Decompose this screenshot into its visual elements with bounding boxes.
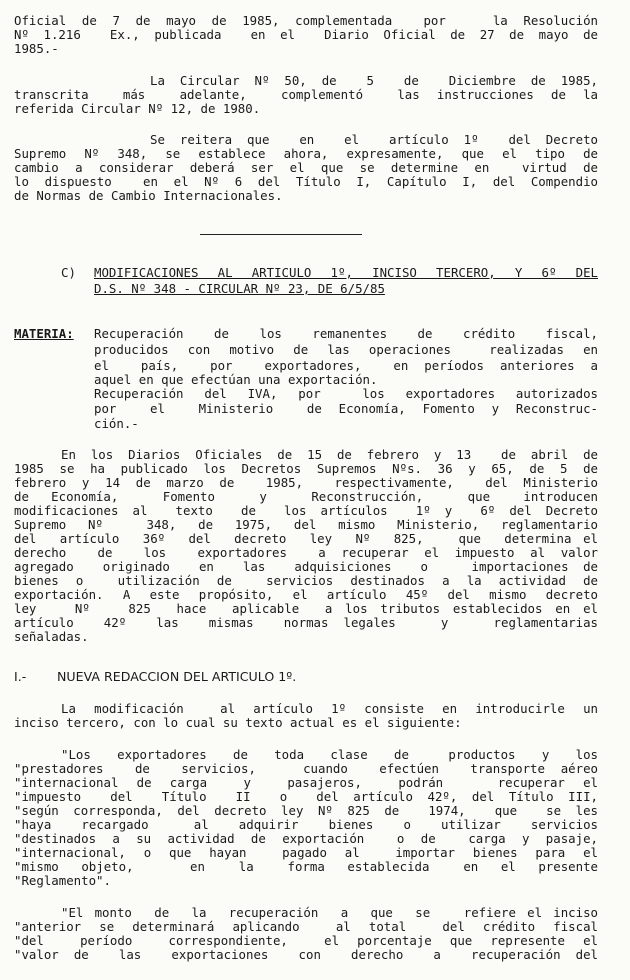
text-line: lo dispuesto en el Nº 6 del Título I, Capítulo I, del Compendio xyxy=(14,174,598,189)
text-line: señaladas. xyxy=(14,629,89,644)
section-label: C) xyxy=(61,265,76,280)
quote-line: "prestadores de servicios, cuando efectúen transporte aéreo xyxy=(14,761,598,776)
text-line: 1985.- xyxy=(14,41,59,56)
text-line: del artículo 36º del decreto ley Nº 825, que determina el xyxy=(14,531,598,546)
quote-line: "internacional de carga y pasajeros, podrán recuperar el xyxy=(14,775,598,790)
text-line: La modificación al artículo 1º consiste en introducirle un xyxy=(61,701,598,716)
quote-line: "destinados a su actividad de exportación o de carga y pasaje, xyxy=(14,831,598,846)
materia-line: producidos con motivo de las operaciones realizadas en xyxy=(94,342,598,357)
separator-rule xyxy=(200,234,362,235)
text-line: referida Circular Nº 12, de 1980. xyxy=(14,101,261,116)
text-line: exportación. A este propósito, el artículo 45º del mismo decreto xyxy=(14,587,598,602)
quote-line: "Reglamento". xyxy=(14,873,111,888)
section-title-line: D.S. Nº 348 - CIRCULAR Nº 23, DE 6/5/85 xyxy=(94,281,385,296)
quote-line: "impuesto del Título II o del artículo 42º, del Título III, xyxy=(14,789,598,804)
quote-line: "anterior se determinará aplicando al total del crédito fiscal xyxy=(14,919,598,934)
materia-line: Recuperación del IVA, por los exportadores autorizados xyxy=(94,386,598,401)
text-line: 1985 se ha publicado los Decretos Supremos Nºs. 36 y 65, de 5 de xyxy=(14,461,598,476)
text-line: febrero y 14 de marzo de 1985, respectivamente, del Ministerio xyxy=(14,475,598,490)
text-line: modificaciones al texto de los artículos 1º y 6º del Decreto xyxy=(14,503,598,518)
quote-line: "El monto de la recuperación a que se refiere el inciso xyxy=(61,905,598,920)
text-line: transcrita más adelante, complementó las instrucciones de la xyxy=(14,87,598,102)
materia-line: Recuperación de los remanentes de crédito fiscal, xyxy=(94,326,598,341)
materia-label: MATERIA: xyxy=(14,326,74,341)
section-title-line: MODIFICACIONES AL ARTICULO 1º, INCISO TERCERO, Y 6º DEL xyxy=(94,265,598,280)
text-line: Supremo Nº 348, se establece ahora, expresamente, que el tipo de xyxy=(14,146,598,161)
text-line: de Economía, Fomento y Reconstrucción, que introducen xyxy=(14,489,598,504)
text-line: agregado originado en las adquisiciones o importaciones de xyxy=(14,559,598,574)
text-line: La Circular Nº 50, de 5 de Diciembre de 1985, xyxy=(150,73,598,88)
quote-line: "del período correspondiente, el porcentaje que represente el xyxy=(14,933,598,948)
text-line: ley Nº 825 hace aplicable a los tributos establecidos en el xyxy=(14,601,598,616)
section-label: I.- xyxy=(14,669,27,684)
text-line: Se reitera que en el artículo 1º del Decreto xyxy=(150,132,598,147)
text-line: cambio a considerar deberá ser el que se determine en virtud de xyxy=(14,160,598,175)
quote-line: "según corresponda, del decreto ley Nº 825 de 1974, que se les xyxy=(14,803,598,818)
materia-line: el país, por exportadores, en períodos anteriores a xyxy=(94,358,598,373)
materia-line: aquel en que efectúan una exportación. xyxy=(94,372,378,387)
text-line: artículo 42º las mismas normas legales y reglamentarias xyxy=(14,615,598,630)
quote-line: "internacional, o que hayan pagado al importar bienes para el xyxy=(14,845,598,860)
text-line: derecho de los exportadores a recuperar el impuesto al valor xyxy=(14,545,598,560)
quote-line: "mismo objeto, en la forma establecida en el presente xyxy=(14,859,598,874)
text-line: bienes o utilización de servicios destinados a la actividad de xyxy=(14,573,598,588)
text-line: de Normas de Cambio Internacionales. xyxy=(14,188,283,203)
text-line: Oficial de 7 de mayo de 1985, complementada por la Resolución xyxy=(14,13,598,28)
text-line: inciso tercero, con lo cual su texto actual es el siguiente: xyxy=(14,715,462,730)
quote-line: "valor de las exportaciones con derecho a recuperación del xyxy=(14,947,598,962)
text-line: En los Diarios Oficiales de 15 de febrero y 13 de abril de xyxy=(61,447,598,462)
materia-line: por el Ministerio de Economía, Fomento y Reconstruc- xyxy=(94,401,598,416)
section-title: NUEVA REDACCION DEL ARTICULO 1º. xyxy=(57,669,297,684)
text-line: Nº 1.216 Ex., publicada en el Diario Oficial de 27 de mayo de xyxy=(14,27,598,42)
quote-line: "Los exportadores de toda clase de productos y los xyxy=(61,747,598,762)
materia-line: ción.- xyxy=(94,416,139,431)
quote-line: "haya recargado al adquirir bienes o utilizar servicios xyxy=(14,817,598,832)
text-line: Supremo Nº 348, de 1975, del mismo Ministerio, reglamentario xyxy=(14,517,598,532)
